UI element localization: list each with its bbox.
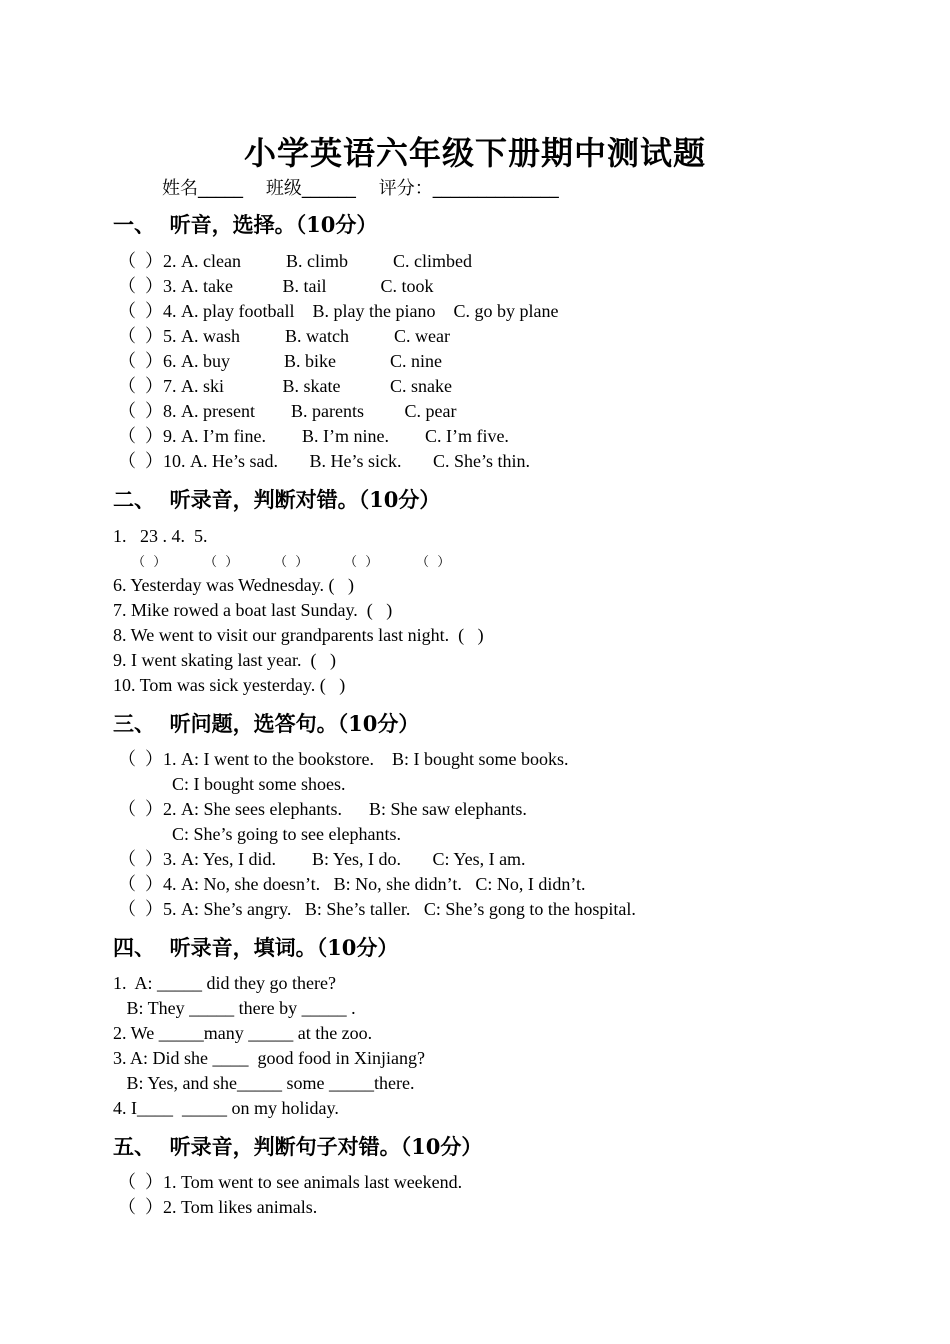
s2-picture-numbers: 1. 23 . 4. 5. [113,526,208,546]
s1-item-7: （ ）7. A. ski B. skate C. snake [118,376,452,396]
s4-item-3b: B: Yes, and she_____ some _____there. [113,1073,415,1093]
section-3-heading: 三、 听问题，选答句。（10分） [113,711,420,736]
s2-item-7: 7. Mike rowed a boat last Sunday. ( ) [113,600,393,620]
s2-bracket-3: （ ） [274,555,309,570]
s1-item-9: （ ）9. A. I’m fine. B. I’m nine. C. I’m five. [118,426,509,446]
student-info-line: 姓名_____ 班级______ 评分：______________ [162,178,559,199]
s4-item-2: 2. We _____many _____ at the zoo. [113,1023,373,1043]
section-5-heading: 五、 听录音，判断句子对错。（10分） [113,1134,483,1159]
s4-item-4: 4. I____ _____ on my holiday. [113,1098,339,1118]
s1-item-8: （ ）8. A. present B. parents C. pear [118,401,457,421]
s4-item-1a: 1. A: _____ did they go there? [113,973,336,993]
s1-item-10: （ ）10. A. He’s sad. B. He’s sick. C. She’s thin. [118,451,530,471]
s2-item-9: 9. I went skating last year. ( ) [113,650,336,670]
s3-item-2-option-c: C: She’s going to see elephants. [118,824,401,844]
s2-item-10: 10. Tom was sick yesterday. ( ) [113,675,346,695]
s5-item-2: （ ）2. Tom likes animals. [118,1197,318,1217]
s4-item-1b: B: They _____ there by _____ . [113,998,356,1018]
s2-bracket-1: （ ） [132,555,167,570]
page-title: 小学英语六年级下册期中测试题 [243,134,706,172]
s1-item-4: （ ）4. A. play football B. play the piano C. go by plane [118,301,559,321]
s3-item-2: （ ）2. A: She sees elephants. B: She saw elephants. [118,799,527,819]
s1-item-2: （ ）2. A. clean B. climb C. climbed [118,251,472,271]
s3-item-1-option-c: C: I bought some shoes. [118,774,346,794]
s2-bracket-2: （ ） [204,555,239,570]
s2-bracket-5: （ ） [416,555,451,570]
s2-item-8: 8. We went to visit our grandparents last night. ( ) [113,625,484,645]
s3-item-5: （ ）5. A: She’s angry. B: She’s taller. C: She’s gong to the hospital. [118,899,636,919]
s3-item-3: （ ）3. A: Yes, I did. B: Yes, I do. C: Yes, I am. [118,849,526,869]
section-2-heading: 二、 听录音，判断对错。（10分） [113,487,441,512]
section-1-heading: 一、 听音，选择。（10分） [113,212,378,237]
s4-item-3a: 3. A: Did she ____ good food in Xinjiang? [113,1048,425,1068]
s1-item-3: （ ）3. A. take B. tail C. took [118,276,434,296]
s5-item-1: （ ）1. Tom went to see animals last weekend. [118,1172,463,1192]
section-4-heading: 四、 听录音，填词。（10分） [113,935,399,960]
s1-item-5: （ ）5. A. wash B. watch C. wear [118,326,450,346]
s3-item-1: （ ）1. A: I went to the bookstore. B: I bought some books. [118,749,569,769]
s3-item-4: （ ）4. A: No, she doesn’t. B: No, she didn’t. C: No, I didn’t. [118,874,586,894]
s2-item-6: 6. Yesterday was Wednesday. ( ) [113,575,355,595]
s1-item-6: （ ）6. A. buy B. bike C. nine [118,351,442,371]
s2-bracket-4: （ ） [344,555,379,570]
